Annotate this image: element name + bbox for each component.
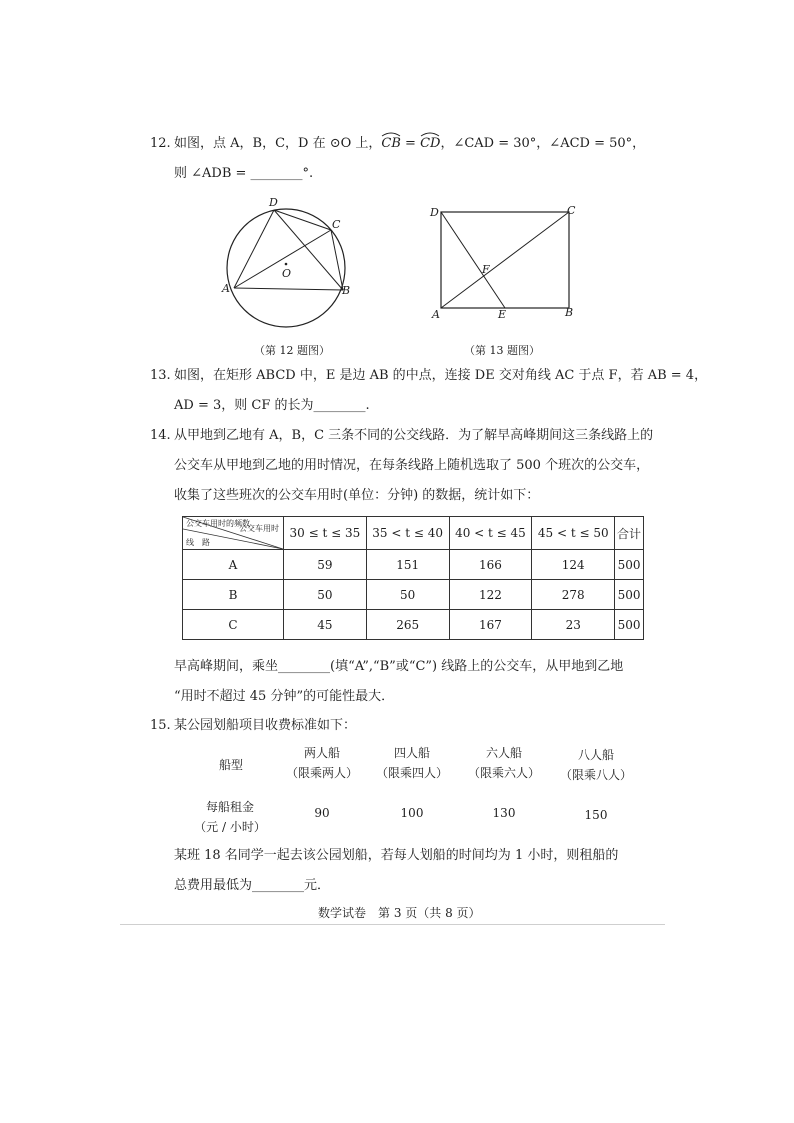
label-c: C (332, 218, 341, 231)
q14-line-2: 公交车从甲地到乙地的用时情况，在每条线路上随机选取了 500 个班次的公交车， (174, 458, 650, 473)
boat-name: 八人船 (577, 748, 614, 762)
route-cell: B (183, 580, 284, 610)
q14-after-line-2: “用时不超过 45 分钟”的可能性最大． (174, 689, 395, 704)
arc-mark-icon (420, 131, 440, 137)
table-cell: 500 (615, 610, 644, 640)
boat-limit: （限乘两人） (285, 766, 358, 780)
label-b: B (565, 306, 574, 319)
q13-line-1: 如图，在矩形 ABCD 中，E 是边 AB 的中点，连接 DE 交对角线 AC 于点 F，若 AB = 4， (174, 368, 708, 383)
table-cell: 124 (532, 550, 615, 580)
corner-label-route: 线 路 (186, 538, 210, 547)
q12-line-1-rest: ，∠CAD = 30°，∠ACD = 50°， (440, 136, 646, 151)
boat-limit: （限乘六人） (467, 766, 540, 780)
table-cell: 151 (366, 550, 449, 580)
route-cell: A (183, 550, 284, 580)
table-cell: 265 (366, 610, 449, 640)
table-header-cell: 45 < t ≤ 50 (532, 517, 615, 550)
table-cell: 50 (366, 580, 449, 610)
boat-fee: 100 (400, 806, 424, 820)
center-dot (285, 263, 288, 266)
corner-label-time: 公交车用时 (239, 524, 279, 533)
figure-12-caption: （第 12 题图） (254, 344, 330, 357)
table-header-cell: 30 ≤ t ≤ 35 (284, 517, 367, 550)
q14-frequency-table (182, 516, 644, 640)
q12-line-1 (174, 136, 645, 152)
corner-label-frequency: 公交车用时的频数 (186, 519, 250, 528)
fee-row-label-unit: （元 / 小时） (194, 820, 266, 834)
q15-line-1: 某公园划船项目收费标准如下： (174, 718, 357, 733)
figure-13-caption: （第 13 题图） (464, 344, 540, 357)
label-c: C (567, 204, 576, 217)
q14-after-line-1: 早高峰期间，乘坐________(填“A”,“B”或“C”) 线路上的公交车，从甲地到乙地 (174, 659, 624, 674)
q12-line-2: 则 ∠ADB = ________°. (174, 166, 314, 181)
q12-number: 12. (150, 136, 171, 151)
label-d: D (269, 196, 278, 209)
q12-arc-cd (420, 136, 440, 152)
q12-arc-cb (381, 136, 401, 152)
label-b: B (342, 284, 351, 297)
segment-ab (234, 288, 343, 290)
table-cell: 500 (615, 550, 644, 580)
table-header-cell: 合计 (615, 517, 644, 550)
table-cell: 500 (615, 580, 644, 610)
segment-de (441, 212, 505, 308)
q15-number: 15. (150, 718, 171, 733)
table-header-cell: 35 < t ≤ 40 (366, 517, 449, 550)
q12-arc-cd-text: CD (420, 136, 441, 151)
label-a: A (222, 282, 230, 295)
label-a: A (432, 308, 440, 321)
fee-row-label-rent: 每船租金 (205, 800, 254, 814)
table-corner-cell (183, 517, 284, 550)
boat-fee: 90 (314, 806, 330, 820)
label-d: D (430, 206, 439, 219)
q12-arc-cb-text: CB (381, 136, 401, 151)
boat-limit: （限乘四人） (375, 766, 448, 780)
table-cell: 278 (532, 580, 615, 610)
table-cell: 166 (449, 550, 532, 580)
q12-line-1-start: 如图，点 A，B，C，D 在 ⊙O 上， (174, 136, 382, 151)
figure-13-rectangle-diagram (428, 202, 588, 322)
page-footer: 数学试卷 第 3 页（共 8 页） (318, 906, 481, 920)
q13-number: 13. (150, 368, 171, 383)
table-header-row (183, 517, 644, 550)
boat-fee: 130 (492, 806, 516, 820)
q13-line-2: AD = 3，则 CF 的长为________. (174, 398, 370, 413)
boat-name: 两人船 (303, 746, 340, 760)
table-row (183, 610, 644, 640)
table-row (183, 580, 644, 610)
boat-limit: （限乘八人） (559, 768, 632, 782)
boat-fee: 150 (584, 808, 608, 822)
q14-line-1: 从甲地到乙地有 A，B，C 三条不同的公交线路．为了解早高峰期间这三条线路上的 (174, 428, 654, 443)
diagonal-ac (441, 212, 569, 308)
figure-12-circle-diagram (218, 192, 358, 337)
q12-eq: = (400, 136, 421, 151)
boat-name: 四人船 (393, 746, 430, 760)
table-cell: 45 (284, 610, 367, 640)
table-cell: 23 (532, 610, 615, 640)
label-e: E (498, 308, 507, 321)
q15-after-line-2: 总费用最低为________元． (174, 878, 331, 893)
table-header-cell: 40 < t ≤ 45 (449, 517, 532, 550)
table-cell: 59 (284, 550, 367, 580)
arc-mark-icon (381, 131, 401, 137)
label-o: O (282, 267, 292, 280)
table-cell: 167 (449, 610, 532, 640)
table-cell: 122 (449, 580, 532, 610)
label-f: F (482, 263, 490, 276)
table-cell: 50 (284, 580, 367, 610)
fee-row-label-type: 船型 (218, 758, 243, 772)
q15-after-line-1: 某班 18 名同学一起去该公园划船，若每人划船的时间均为 1 小时，则租船的 (174, 848, 619, 863)
route-cell: C (183, 610, 284, 640)
boat-name: 六人船 (485, 746, 522, 760)
q14-number: 14. (150, 428, 171, 443)
q14-line-3: 收集了这些班次的公交车用时(单位：分钟) 的数据，统计如下： (174, 488, 540, 503)
table-row (183, 550, 644, 580)
footer-divider (120, 924, 665, 925)
